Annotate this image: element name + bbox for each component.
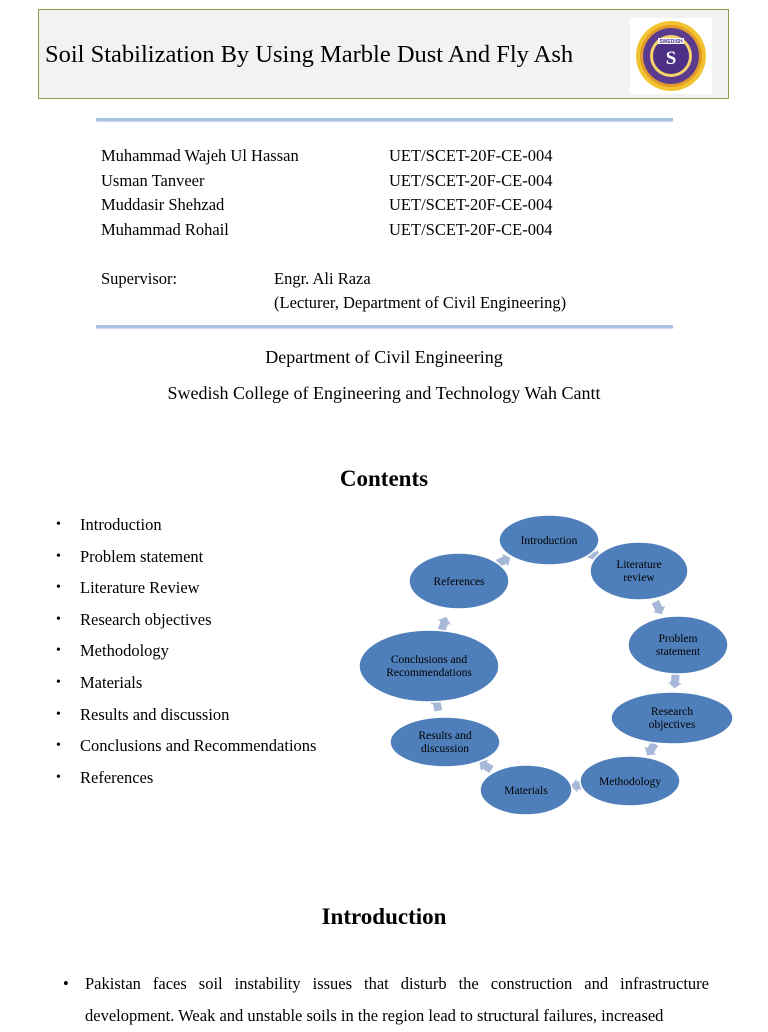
cycle-node-label: Methodology (599, 776, 661, 788)
list-item-label: Methodology (80, 641, 169, 661)
introduction-heading: Introduction (321, 904, 447, 929)
cycle-node-label: Results and (418, 730, 472, 742)
divider-bottom (96, 325, 673, 328)
list-item (56, 735, 316, 767)
list-item-label: References (80, 767, 154, 787)
bullet-icon: • (56, 674, 61, 690)
cycle-node (390, 717, 500, 767)
cycle-node-label: statement (655, 646, 701, 658)
member-name: Usman Tanveer (101, 171, 205, 190)
bullet-icon: • (56, 706, 61, 722)
list-item (56, 609, 316, 641)
supervisor-label: Supervisor: (101, 269, 178, 288)
cycle-node (480, 765, 572, 815)
list-item (56, 672, 316, 704)
cycle-node (628, 616, 728, 674)
member-id: UET/SCET-20F-CE-004 (389, 146, 553, 165)
cycle-node-label: objectives (648, 719, 696, 731)
divider-top (96, 118, 673, 121)
cycle-node-label: discussion (421, 743, 469, 755)
logo-letter: S (665, 48, 677, 69)
list-item (56, 704, 316, 736)
cycle-node-label: Materials (504, 785, 548, 797)
list-item-label: Results and discussion (80, 704, 230, 724)
member-name: Muhammad Wajeh Ul Hassan (101, 146, 299, 165)
contents-heading: Contents (339, 466, 429, 491)
cycle-node (611, 692, 733, 744)
list-item-label: Conclusions and Recommendations (80, 736, 317, 756)
bullet-icon: • (56, 548, 61, 564)
cycle-arrow-icon (649, 599, 668, 618)
cycle-node-shape (390, 717, 500, 767)
cycle-node (590, 542, 688, 600)
bullet-icon: • (56, 580, 61, 596)
list-item-label: Literature Review (80, 578, 200, 598)
introduction-text: Pakistan faces soil instability issues that disturb the construction and infrastructure development. Weak and unstable soils in the region lead to structural failures, increased (85, 974, 709, 1025)
cycle-node-label: Conclusions and (390, 654, 468, 666)
cycle-node-shape (359, 630, 499, 702)
member-id: UET/SCET-20F-CE-004 (389, 195, 553, 214)
bullet-icon: • (63, 974, 69, 993)
bullet-icon: • (56, 611, 61, 627)
supervisor-name: Engr. Ali Raza (274, 269, 371, 288)
list-item (56, 640, 316, 672)
member-name: Muddasir Shehzad (101, 195, 225, 214)
bullet-icon: • (56, 738, 61, 754)
cycle-node-shape (628, 616, 728, 674)
college-logo (630, 18, 712, 94)
cycle-node-shape (611, 692, 733, 744)
list-item-label: Research objectives (80, 609, 212, 629)
cycle-node-label: Problem (658, 633, 698, 645)
cycle-node-label: Recommendations (386, 667, 472, 679)
cycle-node (499, 515, 599, 565)
department-name: Department of Civil Engineering (265, 347, 503, 367)
cycle-node-shape (590, 542, 688, 600)
cycle-node-label: Literature (616, 559, 662, 571)
member-name: Muhammad Rohail (101, 220, 229, 239)
cycle-node-label: References (433, 576, 485, 588)
list-item-label: Problem statement (80, 546, 204, 566)
contents-list (56, 514, 316, 798)
cycle-arrow-icon (667, 674, 682, 689)
introduction-paragraph (63, 968, 709, 1032)
list-item-label: Introduction (80, 515, 162, 534)
title-banner (38, 9, 729, 99)
cycle-node (359, 630, 499, 702)
cycle-node (580, 756, 680, 806)
cycle-node (409, 553, 509, 609)
list-item (56, 577, 316, 609)
list-item-label: Materials (80, 672, 143, 692)
contents-cycle-diagram (350, 508, 740, 823)
list-item (56, 514, 316, 546)
bullet-icon: • (56, 643, 61, 659)
member-id: UET/SCET-20F-CE-004 (389, 220, 553, 239)
supervisor-designation: (Lecturer, Department of Civil Engineering) (274, 293, 567, 312)
logo-banner-text: SWEDISH (659, 39, 683, 45)
list-item (56, 546, 316, 578)
cycle-node-label: review (623, 572, 655, 584)
cycle-node-label: Research (650, 706, 694, 718)
cycle-node-label: Introduction (520, 535, 578, 547)
list-item (56, 767, 316, 799)
bullet-icon: • (56, 769, 61, 785)
college-name: Swedish College of Engineering and Technology Wah Cantt (167, 383, 601, 403)
bullet-icon: • (56, 517, 61, 532)
member-id: UET/SCET-20F-CE-004 (389, 171, 553, 190)
document-title: Soil Stabilization By Using Marble Dust And Fly Ash (45, 41, 574, 68)
